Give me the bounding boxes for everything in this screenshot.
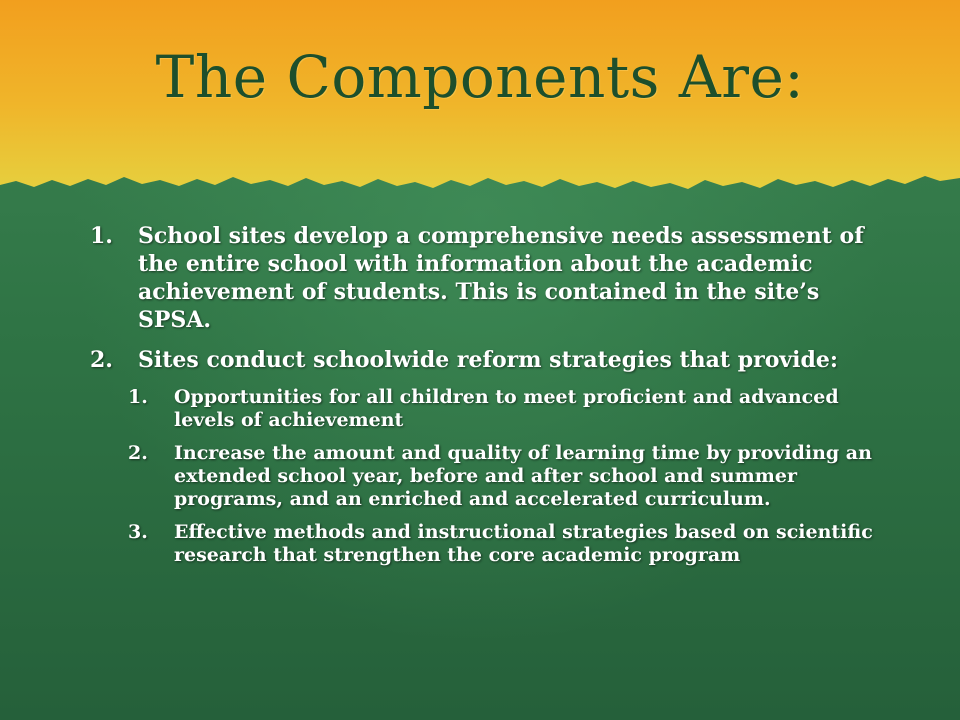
sub-list-item (128, 521, 890, 567)
sub-list-item-number: 1. (128, 386, 148, 408)
list-item (90, 222, 890, 334)
sub-list-item-number: 3. (128, 521, 148, 543)
sub-list-item-text: Increase the amount and quality of learning time by providing an extended school year, before and after school and summer programs, and an enriched and accelerated curriculum. (174, 442, 872, 510)
sub-list-item-text: Effective methods and instructional strategies based on scientific research that strengthen the core academic program (174, 521, 873, 566)
sub-list-item (128, 442, 890, 511)
list-item-number: 1. (90, 223, 113, 249)
sub-list-item-text: Opportunities for all children to meet proficient and advanced levels of achievement (174, 386, 839, 431)
slide-title: The Components Are: (155, 43, 805, 111)
sub-list-item-number: 2. (128, 442, 148, 464)
slide-body (90, 222, 890, 577)
sub-list-item (128, 386, 890, 432)
list-item-number: 2. (90, 347, 113, 373)
list-item (90, 346, 890, 374)
list-item-text: Sites conduct schoolwide reform strategies that provide: (138, 347, 839, 373)
list-item-text: School sites develop a comprehensive needs assessment of the entire school with information about the academic achievement of students. This is contained in the site’s SPSA. (138, 223, 864, 333)
